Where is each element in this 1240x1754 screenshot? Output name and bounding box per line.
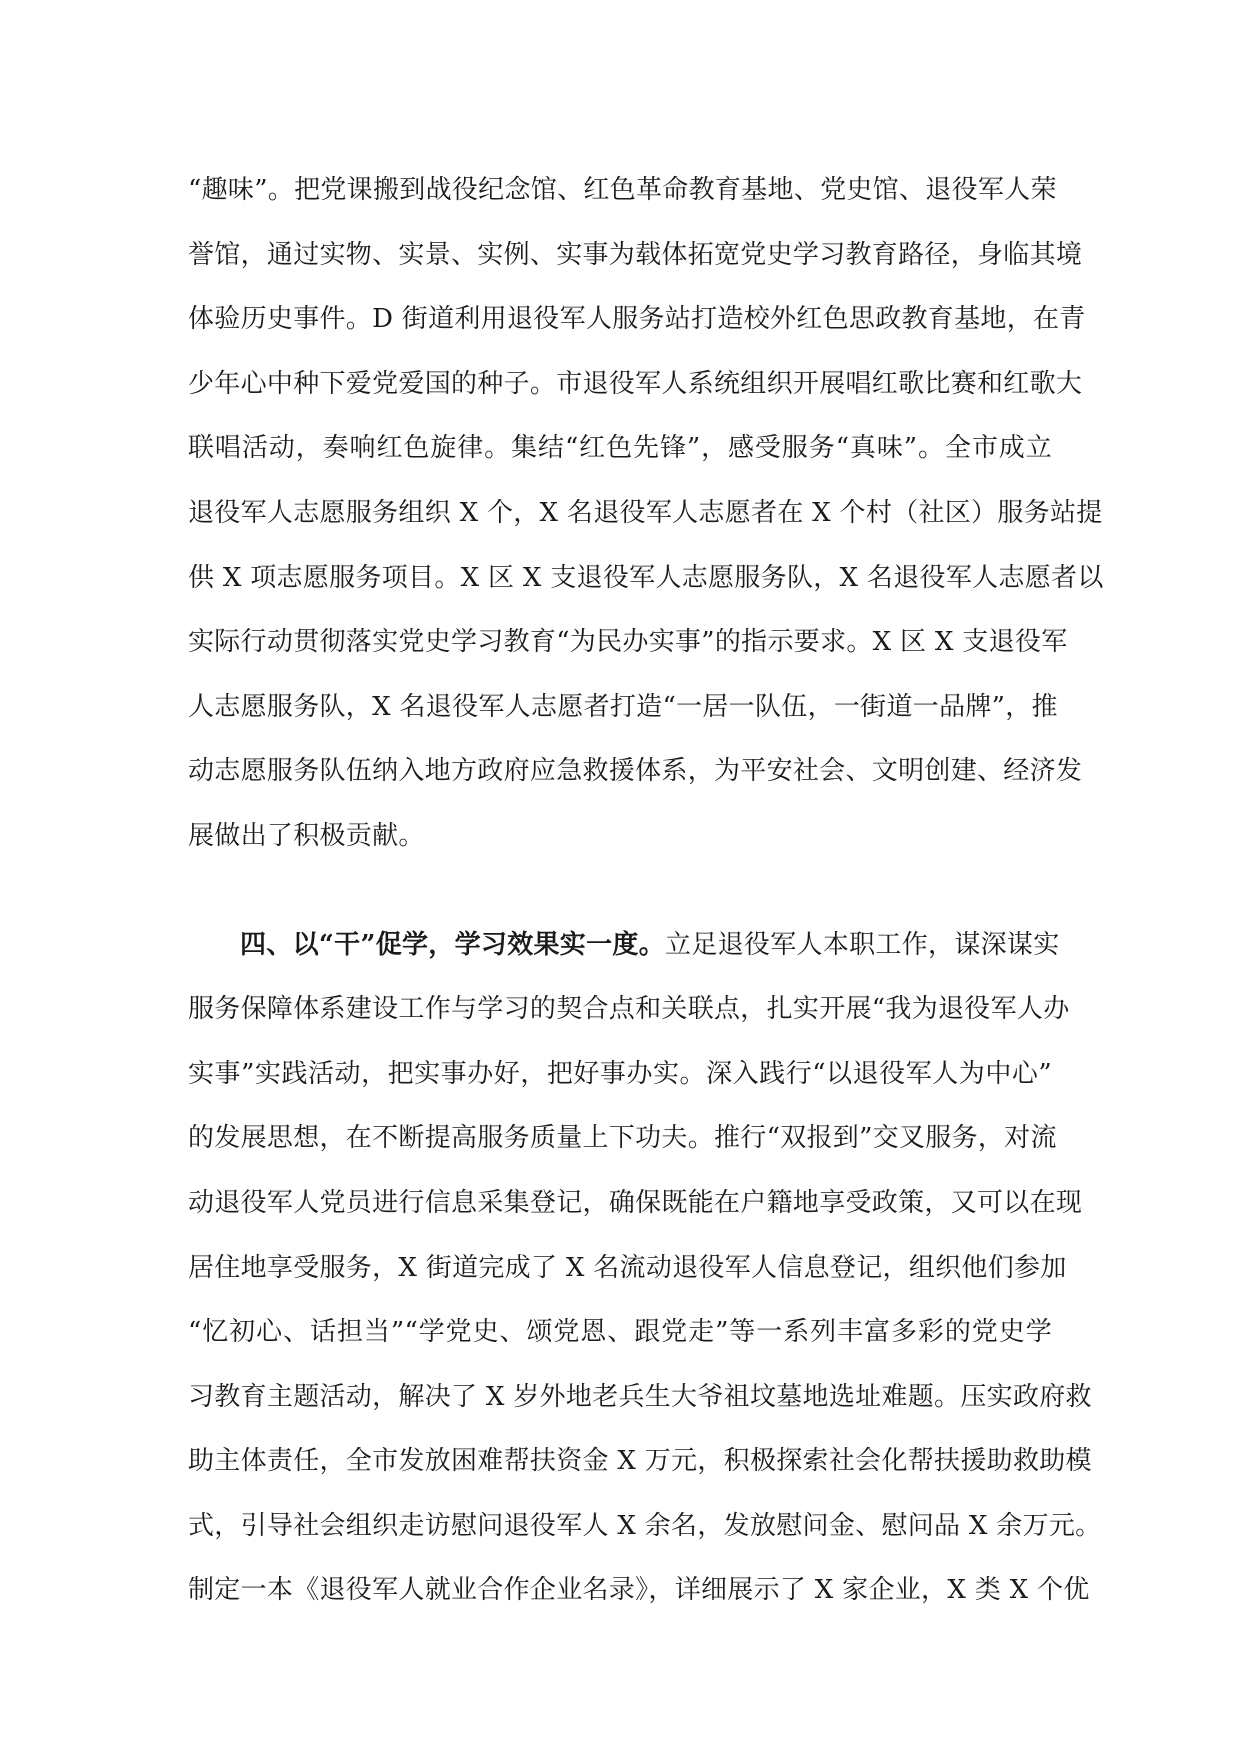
text-line: 服务保障体系建设工作与学习的契合点和关联点，扎实开展“我为退役军人办: [188, 994, 1070, 1025]
text-line: 动志愿服务队伍纳入地方政府应急救援体系，为平安社会、文明创建、经济发: [188, 756, 1083, 787]
text-line: 实事”实践活动，把实事办好，把好事办实。深入践行“以退役军人为中心”: [188, 1058, 1052, 1089]
text-line: 联唱活动，奏响红色旋律。集结“红色先锋”，感受服务“真味”。全市成立: [188, 433, 1052, 464]
text-line: 誉馆，通过实物、实景、实例、实事为载体拓宽党史学习教育路径，身临其境: [188, 239, 1083, 270]
paragraph-spacing: [188, 869, 1052, 913]
text-line: 式，引导社会组织走访慰问退役军人 X 余名，发放慰问金、慰问品 X 余万元。: [188, 1510, 1102, 1541]
text-line: 人志愿服务队，X 名退役军人志愿者打造“一居一队伍，一街道一品牌”，推: [188, 691, 1058, 722]
text-line: “忆初心、话担当”“学党史、颂党恩、跟党走”等一系列丰富多彩的党史学: [188, 1317, 1052, 1348]
text-line: 习教育主题活动，解决了 X 岁外地老兵生大爷祖坟墓地选址难题。压实政府救: [188, 1381, 1092, 1412]
text-line: 制定一本《退役军人就业合作企业名录》，详细展示了 X 家企业，X 类 X 个优: [188, 1575, 1090, 1606]
text-line: 实际行动贯彻落实党史学习教育“为民办实事”的指示要求。X 区 X 支退役军: [188, 627, 1068, 658]
paragraph-2: [188, 913, 1102, 1624]
section-first-line-text: 立足退役军人本职工作，谋深谋实: [665, 929, 1060, 960]
text-line: 少年心中种下爱党爱国的种子。市退役军人系统组织开展唱红歌比赛和红歌大: [188, 368, 1083, 399]
section-heading: 四、以“干”促学，学习效果实一度。: [240, 929, 666, 960]
text-line: 助主体责任，全市发放困难帮扶资金 X 万元，积极探索社会化帮扶援助救助模: [188, 1446, 1092, 1477]
document-page: [188, 158, 1104, 1623]
text-line: 居住地享受服务，X 街道完成了 X 名流动退役军人信息登记，组织他们参加: [188, 1252, 1067, 1283]
text-line: “趣味”。把党课搬到战役纪念馆、红色革命教育基地、党史馆、退役军人荣: [188, 175, 1057, 205]
text-line: 的发展思想，在不断提高服务质量上下功夫。推行“双报到”交叉服务，对流: [188, 1123, 1057, 1154]
text-line: 退役军人志愿服务组织 X 个，X 名退役军人志愿者在 X 个村（社区）服务站提: [188, 497, 1103, 528]
paragraph-1: [188, 158, 1104, 869]
text-line: 展做出了积极贡献。: [188, 820, 425, 851]
text-line: 体验历史事件。D 街道利用退役军人服务站打造校外红色思政教育基地，在青: [188, 304, 1086, 335]
text-line: 供 X 项志愿服务项目。X 区 X 支退役军人志愿服务队，X 名退役军人志愿者以: [188, 562, 1104, 593]
section-first-line: [188, 913, 1060, 978]
text-line: 动退役军人党员进行信息采集登记，确保既能在户籍地享受政策，又可以在现: [188, 1187, 1083, 1218]
